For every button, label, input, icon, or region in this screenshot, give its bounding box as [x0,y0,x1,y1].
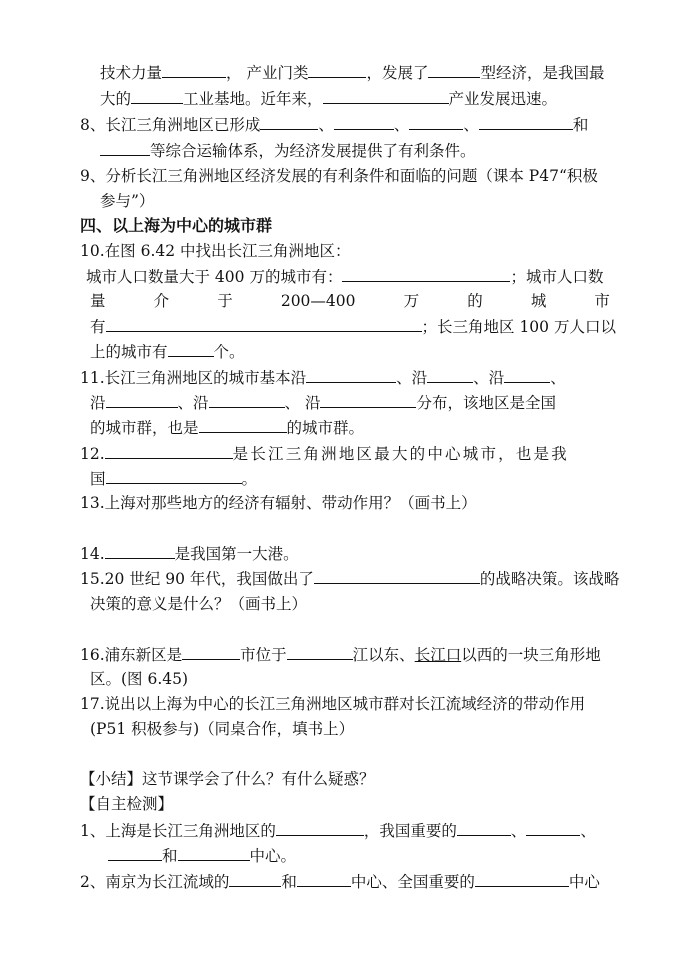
fill-blank[interactable] [479,114,573,130]
fill-blank[interactable] [106,316,422,332]
fill-blank[interactable] [209,392,285,408]
question-15-cont: 决策的意义是什么？（画书上） [90,595,308,613]
fill-blank[interactable] [308,62,366,78]
question-17-cont: (P51 积极参与)（同桌合作，填书上） [90,720,355,738]
fill-blank[interactable] [306,367,396,383]
question-11-cont2: 的城市群，也是 的城市群。 [90,419,365,437]
question-9: 9、分析长江三角洲地区经济发展的有利条件和面临的问题（课本 P47“积极 [80,167,598,185]
question-10-cities-400: 城市人口数量大于 400 万的城市有： ；城市人口数 [86,268,604,286]
fill-blank[interactable] [342,266,510,282]
fill-blank[interactable] [297,871,351,887]
self-check-2: 2、南京为长江流域的 和 中心、全国重要的 中心 [80,873,600,891]
question-9-cont: 参与”） [100,192,155,210]
fill-blank[interactable] [457,820,511,836]
fill-blank[interactable] [106,392,178,408]
self-check-1: 1、上海是长江三角洲地区的 ，我国重要的 、 、 [80,822,596,840]
question-13: 13.上海对那些地方的经济有辐射、带动作用？（画书上） [80,494,477,512]
question-17: 17.说出以上海为中心的长江三角洲地区城市群对长江流域经济的带动作用 [80,695,586,713]
fill-blank[interactable] [105,543,175,559]
fill-blank[interactable] [100,140,150,156]
fill-blank[interactable] [428,62,480,78]
fill-blank[interactable] [182,644,240,660]
question-14: 14. 是我国第一大港。 [80,545,299,563]
question-10: 10.在图 6.42 中找出长江三角洲地区： [80,242,351,260]
fill-blank[interactable] [526,820,580,836]
fill-blank[interactable] [427,367,473,383]
question-8-cont: 等综合运输体系，为经济发展提供了有利条件。 [100,140,476,161]
fill-blank[interactable] [320,392,416,408]
question-12: 12. 是长江三角洲地区最大的中心城市，也是我 [80,445,569,463]
fill-blank[interactable] [108,845,162,861]
fill-blank[interactable] [475,871,569,887]
question-10-cities-200-400: 量 介 于 200—400 万 的 城 市 [90,292,610,310]
fill-blank[interactable] [276,820,364,836]
self-check-1-cont: 和 中心。 [108,845,296,866]
fill-blank[interactable] [409,114,463,130]
fill-blank[interactable] [229,871,281,887]
question-16-cont: 区。(图 6.45) [90,670,189,688]
fill-blank[interactable] [162,62,226,78]
question-8: 8、长江三角洲地区已形成 、 、 、 和 [80,116,589,134]
question-12-cont: 国 。 [90,470,258,488]
fill-blank[interactable] [199,417,287,433]
question-11: 11.长江三角洲地区的城市基本沿 、沿 、沿 、 [80,369,566,387]
fill-blank[interactable] [131,88,183,104]
section-heading-4: 四、以上海为中心的城市群 [80,216,273,235]
fill-blank[interactable] [178,845,250,861]
question-10-cont: 有 ；长三角地区 100 万人口以 [90,318,616,336]
fill-blank[interactable] [334,114,394,130]
line-industrial-base: 大的 工业基地。近年来， 产业发展迅速。 [100,90,558,108]
fill-blank[interactable] [105,443,233,459]
self-check-heading: 【自主检测】 [80,795,174,813]
fill-blank[interactable] [504,367,550,383]
fill-blank[interactable] [168,341,214,357]
question-10-cont2: 上的城市有 个。 [90,343,245,361]
summary-heading: 【小结】这节课学会了什么？有什么疑惑？ [80,770,375,788]
fill-blank[interactable] [287,644,353,660]
question-11-cont: 沿 、沿 、 沿 分布，该地区是全国 [90,394,556,412]
fill-blank[interactable] [260,114,318,130]
fill-blank[interactable] [106,468,242,484]
line-technology: 技术力量 ， 产业门类 ，发展了 型经济，是我国最 [100,64,605,82]
fill-blank[interactable] [323,88,449,104]
question-16: 16.浦东新区是 市位于 江以东、长江口以西的一块三角形地 [80,646,601,664]
question-15: 15.20 世纪 90 年代，我国做出了 的战略决策。该战略 [80,570,620,588]
fill-blank[interactable] [314,568,480,584]
